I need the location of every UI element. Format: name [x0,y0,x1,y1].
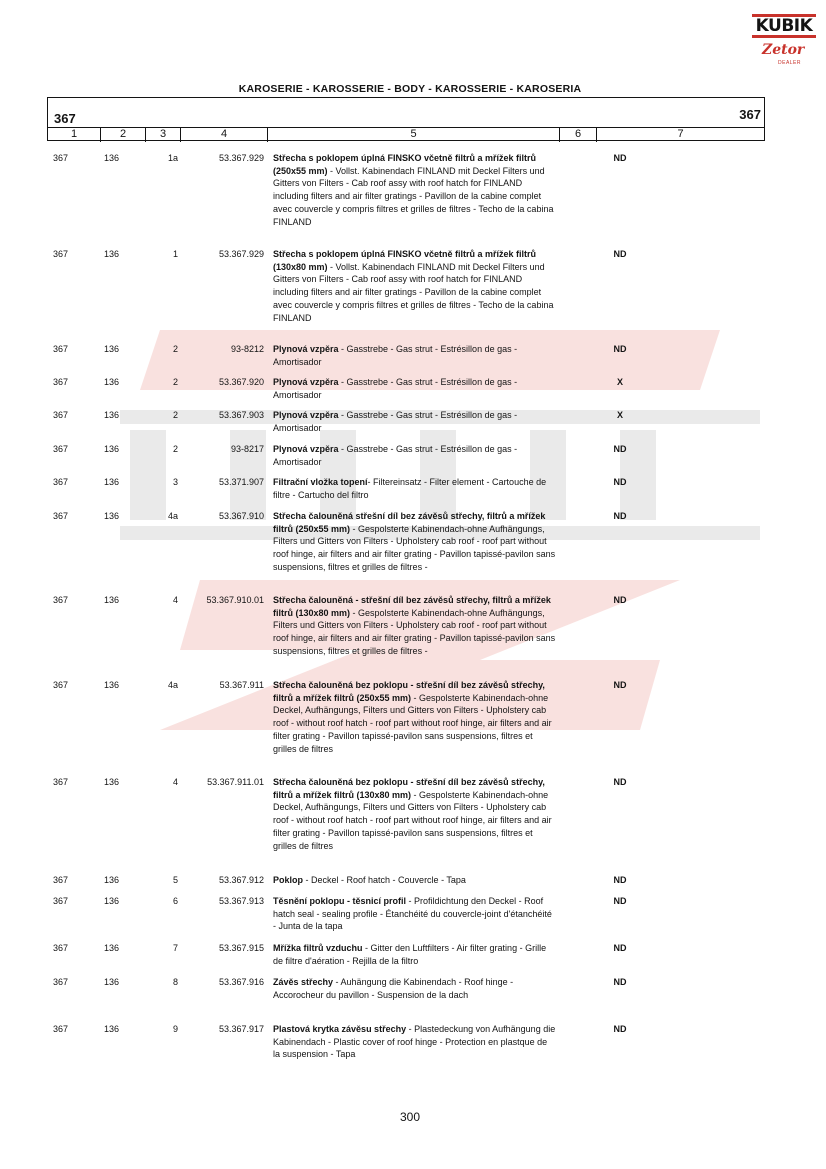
column-number-row [48,127,764,142]
cell-position: 2 [172,344,178,354]
cell-part-number: 53.367.911.01 [207,777,264,787]
logo-kubik-text: KUBIK [752,14,816,38]
cell-position: 1a [167,153,178,163]
part-translations: - Auhängung die Kabinendach - Roof hinge - Accorocheur du pavillon - Suspension de la dach [273,977,514,1000]
part-name: Střecha s poklopem úplná FINSKO včetně filtrů a mřížek filtrů (130x80 mm) [273,249,537,272]
cell-group: 367 [53,153,69,163]
cell-part-number: 53.367.915 [218,943,264,953]
page-number: 300 [399,1110,421,1124]
cell-model: 136 [104,1024,120,1034]
cell-position: 6 [172,896,178,906]
cell-description [273,409,556,434]
cell-part-number: 53.367.911 [219,680,264,690]
cell-group: 367 [53,896,69,906]
part-translations: - Filtereinsatz - Filter element - Cartouche de filtre - Cartucho del filtro [273,477,547,500]
cell-note: ND [613,977,627,987]
cell-model: 136 [104,477,120,487]
cell-part-number: 53.367.910.01 [206,595,264,605]
cell-model: 136 [104,777,120,787]
cell-part-number: 93-8217 [230,444,264,454]
part-translations: - Deckel - Roof hatch - Couvercle - Tapa [303,875,466,885]
cell-note: ND [613,153,627,163]
cell-note: ND [613,896,627,906]
part-name: Střecha čalouněná - střešní díl bez závěsů střechy, filtrů a mřížek filtrů (130x80 mm) [273,595,551,618]
part-name: Střecha s poklopem úplná FINSKO včetně filtrů a mřížek filtrů (250x55 mm) [273,153,537,176]
cell-note: ND [613,344,627,354]
part-translations: - Plastedeckung von Aufhängung die Kabinendach - Plastic cover of roof hinge - Protection en plastque de la suspension - Tapa [273,1024,556,1060]
cell-model: 136 [104,153,120,163]
cell-description [273,248,556,324]
cell-position: 9 [172,1024,178,1034]
cell-description [273,376,556,401]
part-name: Plynová vzpěra [273,410,339,420]
part-name: Poklop [273,875,304,885]
cell-model: 136 [104,444,120,454]
column-header-5: 5 [268,128,560,142]
part-name: Filtrační vložka topení [273,477,368,487]
cell-position: 4a [167,680,178,690]
part-translations: - Gitter den Luftfilters - Air filter grating - Grille de filtre d'aération - Rejilla de la filtro [273,943,547,966]
cell-description [273,679,556,755]
part-translations: - Vollst. Kabinendach FINLAND mit Deckel Filters und Gitters von Filters - Cab roof assy with roof hatch for FINLAND including filters and air filter gratings - Pavillon de la cabine complet avec couvercle y compris filtres et grilles de filtres - Techo de la cabina FINLAND [273,165,554,227]
cell-description [273,976,556,1001]
section-number-right: 367 [739,107,761,122]
cell-position: 7 [172,943,178,953]
cell-position: 4a [167,511,178,521]
cell-position: 2 [172,377,178,387]
cell-part-number: 53.367.916 [218,977,264,987]
cell-group: 367 [53,595,69,605]
part-translations: - Vollst. Kabinendach FINLAND mit Deckel Filters und Gitters von Filters - Cab roof assy with roof hatch for FINLAND including filters and air filter gratings - Pavillon de la cabine complet avec couvercle y compris filtres et grilles de filtres - Techo de la cabina FINLAND [273,261,554,323]
table-header [47,97,765,141]
part-translations: - Gasstrebe - Gas strut - Estrésillon de gas - Amortisador [273,377,518,400]
cell-part-number: 53.367.920 [218,377,264,387]
column-header-6: 6 [560,128,597,142]
cell-position: 5 [172,875,178,885]
cell-group: 367 [53,680,69,690]
cell-group: 367 [53,943,69,953]
cell-group: 367 [53,477,69,487]
part-name: Závěs střechy [273,977,334,987]
part-name: Střecha čalouněná střešní díl bez závěsů střechy, filtrů a mřížek filtrů (250x55 mm) [273,511,546,534]
cell-group: 367 [53,1024,69,1034]
cell-group: 367 [53,344,69,354]
cell-description [273,152,556,228]
part-name: Mřížka filtrů vzduchu [273,943,363,953]
cell-part-number: 53.371.907 [218,477,264,487]
cell-group: 367 [53,249,69,259]
cell-part-number: 53.367.910 [218,511,264,521]
cell-model: 136 [104,896,120,906]
cell-note: X [616,377,623,387]
logo-zetor-text: Zetor [762,42,805,58]
cell-position: 3 [172,477,178,487]
part-name: Plynová vzpěra [273,344,339,354]
part-name: Střecha čalouněná bez poklopu - střešní díl bez závěsů střechy, filtrů a mřížek filtrů (130x80 mm) [273,777,545,800]
cell-group: 367 [53,875,69,885]
part-name: Těsnění poklopu - těsnicí profil [273,896,407,906]
cell-part-number: 53.367.903 [218,410,264,420]
cell-position: 2 [172,444,178,454]
cell-note: ND [613,444,627,454]
section-number-left: 367 [54,111,76,126]
cell-description [273,476,556,501]
cell-group: 367 [53,777,69,787]
cell-model: 136 [104,511,120,521]
part-translations: - Gespolsterte Kabinendach-ohne Aufhängungs, Filters und Gitters von Filters - Upholstery cab roof - roof part without roof hinge, air filters and air filter grating - Pavillon tapissé-pavilon sans suspensions, filtres et grilles de filtres - [273,523,556,572]
cell-group: 367 [53,444,69,454]
cell-note: ND [613,511,627,521]
column-header-2: 2 [101,128,146,142]
cell-description [273,942,556,967]
column-header-1: 1 [48,128,101,142]
cell-description [273,1023,556,1061]
cell-model: 136 [104,377,120,387]
cell-position: 4 [172,595,178,605]
cell-group: 367 [53,410,69,420]
cell-group: 367 [53,977,69,987]
part-name: Plynová vzpěra [273,444,339,454]
cell-description [273,874,556,887]
part-translations: - Gespolsterte Kabinendach-ohne Deckel, Aufhängungs, Filters und Gitters von Filters - Upholstery cab roof - without roof hatch - roof part without roof hinge, air filters and air filter grating - Pavillon tapissé-pavilon sans suspensions, filtres et grilles de filtres [273,789,552,851]
cell-group: 367 [53,511,69,521]
cell-group: 367 [53,377,69,387]
cell-part-number: 53.367.929 [218,153,264,163]
cell-position: 8 [172,977,178,987]
column-header-4: 4 [181,128,268,142]
cell-description [273,343,556,368]
cell-note: ND [613,595,627,605]
part-translations: - Gasstrebe - Gas strut - Estrésillon de gas - Amortisador [273,444,518,467]
part-name: Plynová vzpěra [273,377,339,387]
cell-note: ND [613,777,627,787]
cell-part-number: 93-8212 [230,344,264,354]
cell-position: 4 [172,777,178,787]
cell-note: X [616,410,623,420]
cell-model: 136 [104,595,120,605]
kubik-zetor-logo [752,14,816,74]
cell-description [273,510,556,574]
cell-position: 2 [172,410,178,420]
cell-note: ND [613,477,627,487]
page-title: KAROSERIE - KAROSSERIE - BODY - KAROSSERIE - KAROSERIA [238,83,582,95]
cell-part-number: 53.367.917 [218,1024,264,1034]
cell-note: ND [613,680,627,690]
cell-part-number: 53.367.913 [218,896,264,906]
cell-part-number: 53.367.912 [218,875,264,885]
part-translations: - Profildichtung den Deckel - Roof hatch seal - sealing profile - Étanchéité du couvercle-joint d'étanchéité - Junta de la tapa [273,896,552,932]
part-name: Střecha čalouněná bez poklopu - střešní díl bez závěsů střechy, filtrů a mřížek filtrů (250x55 mm) [273,680,545,703]
part-name: Plastová krytka závěsu střechy [273,1024,407,1034]
cell-model: 136 [104,249,120,259]
cell-part-number: 53.367.929 [218,249,264,259]
part-translations: - Gespolsterte Kabinendach-ohne Deckel, Aufhängungs, Filters und Gitters von Filters - Upholstery cab roof - without roof hatch - roof part without roof hinge, air filters and air filter grating - Pavillon tapissé-pavilon sans suspensions, filtres et grilles de filtres [273,692,552,754]
cell-description [273,594,556,658]
part-translations: - Gasstrebe - Gas strut - Estrésillon de gas - Amortisador [273,410,518,433]
cell-model: 136 [104,943,120,953]
cell-position: 1 [172,249,178,259]
logo-dealer-text: DEALER [778,60,802,66]
cell-note: ND [613,943,627,953]
cell-note: ND [613,875,627,885]
column-header-3: 3 [146,128,181,142]
cell-model: 136 [104,680,120,690]
part-translations: - Gespolsterte Kabinendach-ohne Aufhängungs, Filters und Gitters von Filters - Upholstery cab roof - roof part without roof hinge, air filters and air filter grating - Pavillon tapissé-pavilon sans suspensions, filtres et grilles de filtres - [273,607,556,656]
cell-note: ND [613,1024,627,1034]
part-translations: - Gasstrebe - Gas strut - Estrésillon de gas - Amortisador [273,344,518,367]
cell-model: 136 [104,977,120,987]
cell-model: 136 [104,875,120,885]
cell-note: ND [613,249,627,259]
cell-model: 136 [104,344,120,354]
cell-description [273,776,556,852]
cell-model: 136 [104,410,120,420]
cell-description [273,895,556,933]
cell-description [273,443,556,468]
column-header-7: 7 [677,128,684,140]
